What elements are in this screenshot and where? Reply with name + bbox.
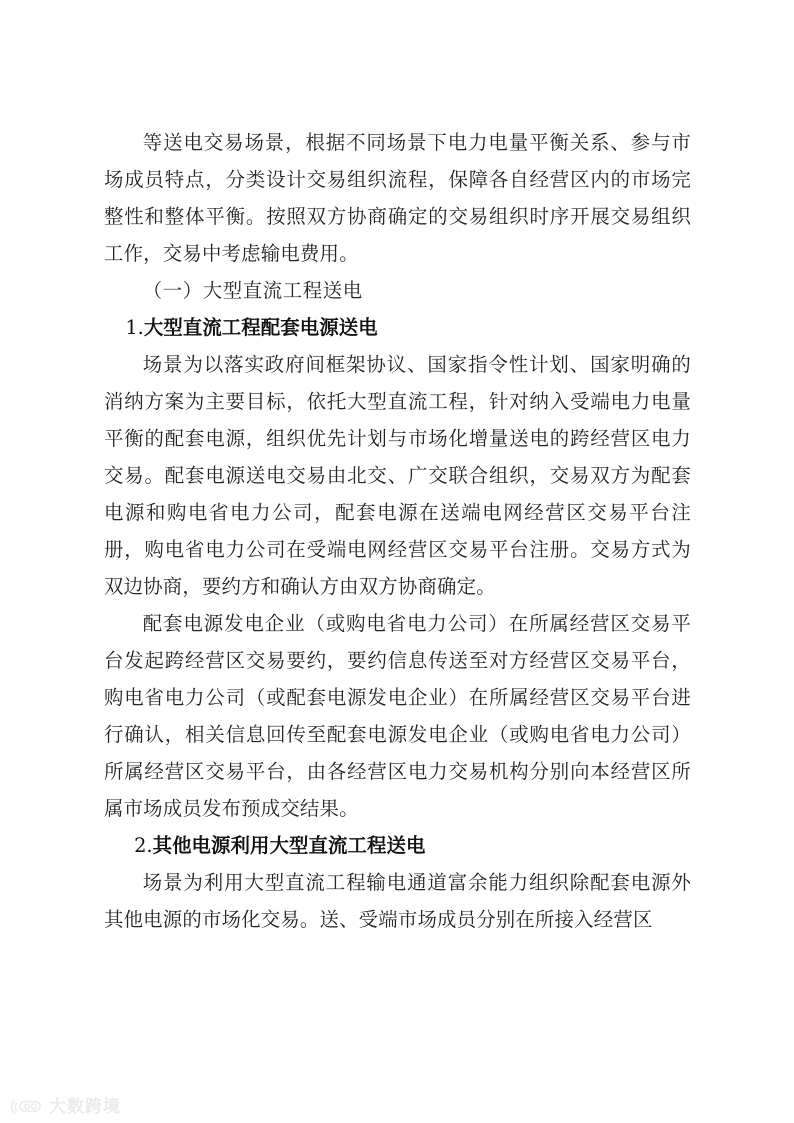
- heading-section-one: （一）大型直流工程送电: [142, 279, 363, 302]
- heading-subsection-1-label: 大型直流工程配套电源送电: [143, 316, 378, 339]
- watermark: [9, 1097, 121, 1117]
- paragraph-scene-one: 场景为以落实政府间框架协议、国家指令性计划、国家明确的消纳方案为主要目标，依托大型直流工程，针对纳入受端电力电量平衡的配套电源，组织优先计划与市场化增量送电的跨经营区电力交易。配套电源送电交易由北交、广交联合组织，交易双方为配套电源和购电省电力公司，配套电源在送端电网经营区交易平台注册，购电省电力公司在受端电网经营区交易平台注册。交易方式为双边协商，要约方和确认方由双方协商确定。: [104, 353, 691, 598]
- watermark-text: 大数跨境: [49, 1096, 121, 1117]
- heading-subsection-2: [104, 827, 691, 864]
- paragraph-scene-two: 场景为利用大型直流工程输电通道富余能力组织除配套电源外其他电源的市场化交易。送、受端市场成员分别在所接入经营区: [104, 871, 691, 931]
- heading-subsection-1: [104, 309, 691, 346]
- paragraph-process-one: 配套电源发电企业（或购电省电力公司）在所属经营区交易平台发起跨经营区交易要约，要约信息传送至对方经营区交易平台，购电省电力公司（或配套电源发电企业）在所属经营区交易平台进行确认，相关信息回传至配套电源发电企业（或购电省电力公司）所属经营区交易平台，由各经营区电力交易机构分别向本经营区所属市场成员发布预成交结果。: [104, 612, 691, 820]
- heading-subsection-1-number: 1.: [125, 316, 144, 339]
- paragraph-continuation: 等送电交易场景，根据不同场景下电力电量平衡关系、参与市场成员特点，分类设计交易组织流程，保障各自经营区内的市场完整性和整体平衡。按照双方协商确定的交易组织时序开展交易组织工作，交易中考虑输电费用。: [104, 131, 691, 265]
- heading-subsection-2-label: 其他电源利用大型直流工程送电: [152, 834, 426, 857]
- document-body: [104, 124, 691, 938]
- dashu-kuajing-logo-icon: [9, 1097, 43, 1117]
- heading-subsection-2-number: 2.: [134, 834, 153, 857]
